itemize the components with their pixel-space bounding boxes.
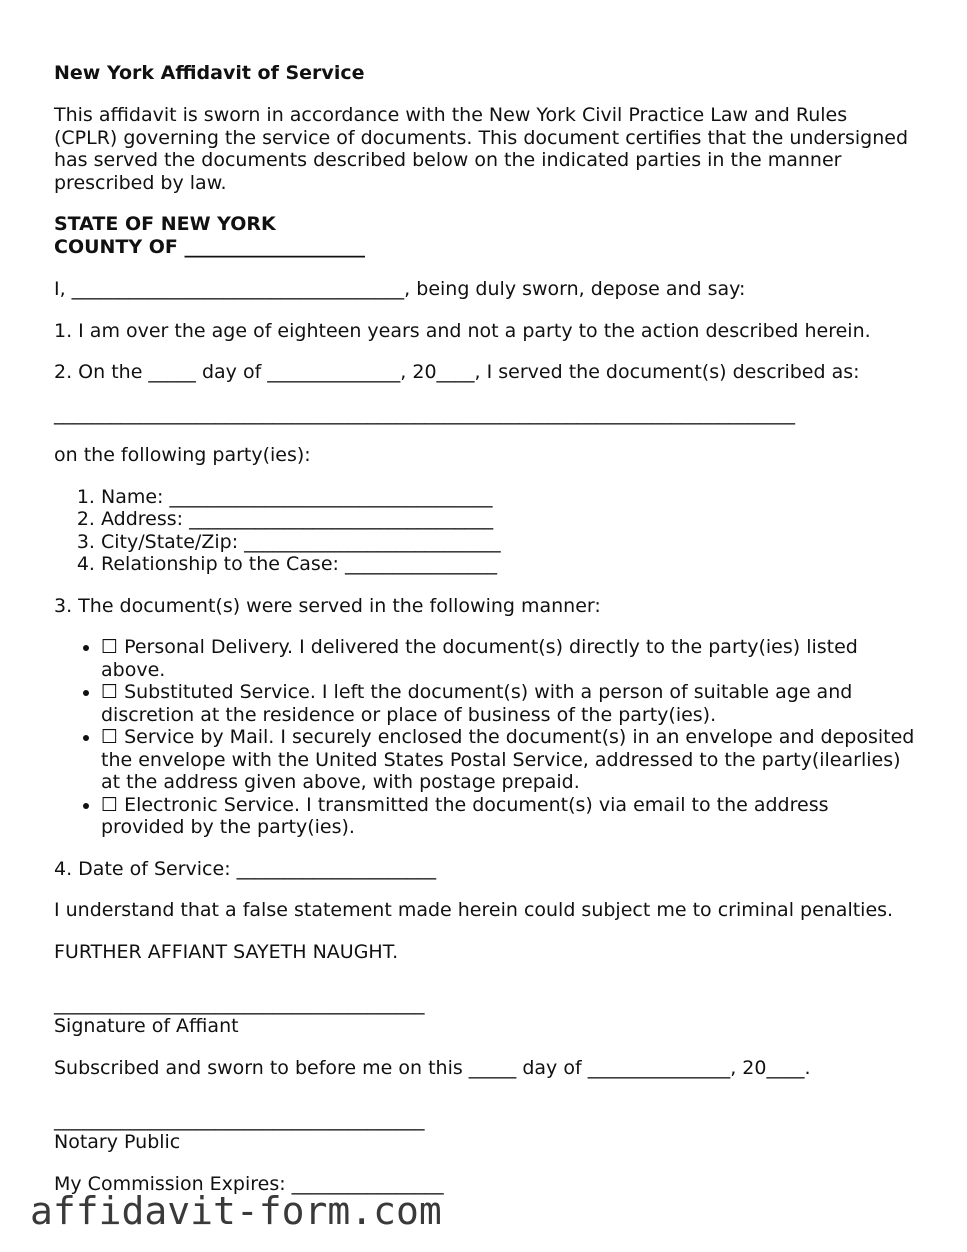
party-name-field: 1. Name: __________________________________ bbox=[101, 486, 916, 509]
description-blank: ______________________________________________________________________________ bbox=[54, 402, 795, 425]
venue-block bbox=[54, 213, 916, 259]
watermark: affidavit-form.com bbox=[30, 1189, 442, 1233]
intro-paragraph: This affidavit is sworn in accordance with the New York Civil Practice Law and Rules (CPLR) governing the service of documents. This document certifies that the undersigned has served the documents described below on the indicated parties in the manner prescribed by law. bbox=[54, 104, 909, 194]
affidavit-document bbox=[54, 62, 916, 1214]
item-4: 4. Date of Service: _____________________ bbox=[54, 857, 437, 880]
service-manner-list bbox=[54, 636, 916, 839]
party-relationship-field: 4. Relationship to the Case: ________________ bbox=[101, 553, 916, 576]
manner-electronic-service: • ☐ Electronic Service. I transmitted the document(s) via email to the address provided by the party(ies). bbox=[101, 794, 916, 839]
state-line: STATE OF NEW YORK bbox=[54, 213, 276, 235]
commission-expires: My Commission Expires: ________________ bbox=[54, 1172, 444, 1195]
item-3: 3. The document(s) were served in the following manner: bbox=[54, 594, 601, 617]
false-statement: I understand that a false statement made herein could subject me to criminal penalties. bbox=[54, 899, 894, 921]
manner-personal-delivery: • ☐ Personal Delivery. I delivered the document(s) directly to the party(ies) listed above. bbox=[101, 636, 916, 681]
further-affiant: FURTHER AFFIANT SAYETH NAUGHT. bbox=[54, 940, 399, 963]
item-1: 1. I am over the age of eighteen years and not a party to the action described herein. bbox=[54, 319, 871, 342]
item-2: 2. On the _____ day of ______________, 20____, I served the document(s) described as: bbox=[54, 361, 860, 383]
deponent-line: I, ___________________________________, being duly sworn, depose and say: bbox=[54, 278, 746, 300]
subscribed-line: Subscribed and sworn to before me on this _____ day of _______________, 20____. bbox=[54, 1056, 811, 1079]
manner-service-by-mail: • ☐ Service by Mail. I securely enclosed the document(s) in an envelope and deposited the envelope with the United States Postal Service, addressed to the party(ilearlies) at the address given above, with postage prepaid. bbox=[101, 726, 916, 794]
notary-label: Notary Public bbox=[54, 1131, 181, 1153]
county-line: COUNTY OF ___________________ bbox=[54, 236, 366, 258]
affiant-signature-label: Signature of Affiant bbox=[54, 1015, 239, 1037]
parties-intro: on the following party(ies): bbox=[54, 444, 311, 466]
parties-list bbox=[54, 486, 916, 576]
notary-signature-line: _______________________________________ bbox=[54, 1109, 425, 1131]
manner-substituted-service: • ☐ Substituted Service. I left the document(s) with a person of suitable age and discretion at the residence or place of business of the party(ies). bbox=[101, 681, 916, 726]
affiant-signature-line: _______________________________________ bbox=[54, 993, 425, 1015]
party-city-state-zip-field: 3. City/State/Zip: ___________________________ bbox=[101, 531, 916, 554]
party-address-field: 2. Address: ________________________________ bbox=[101, 508, 916, 531]
document-title: New York Affidavit of Service bbox=[54, 62, 365, 84]
